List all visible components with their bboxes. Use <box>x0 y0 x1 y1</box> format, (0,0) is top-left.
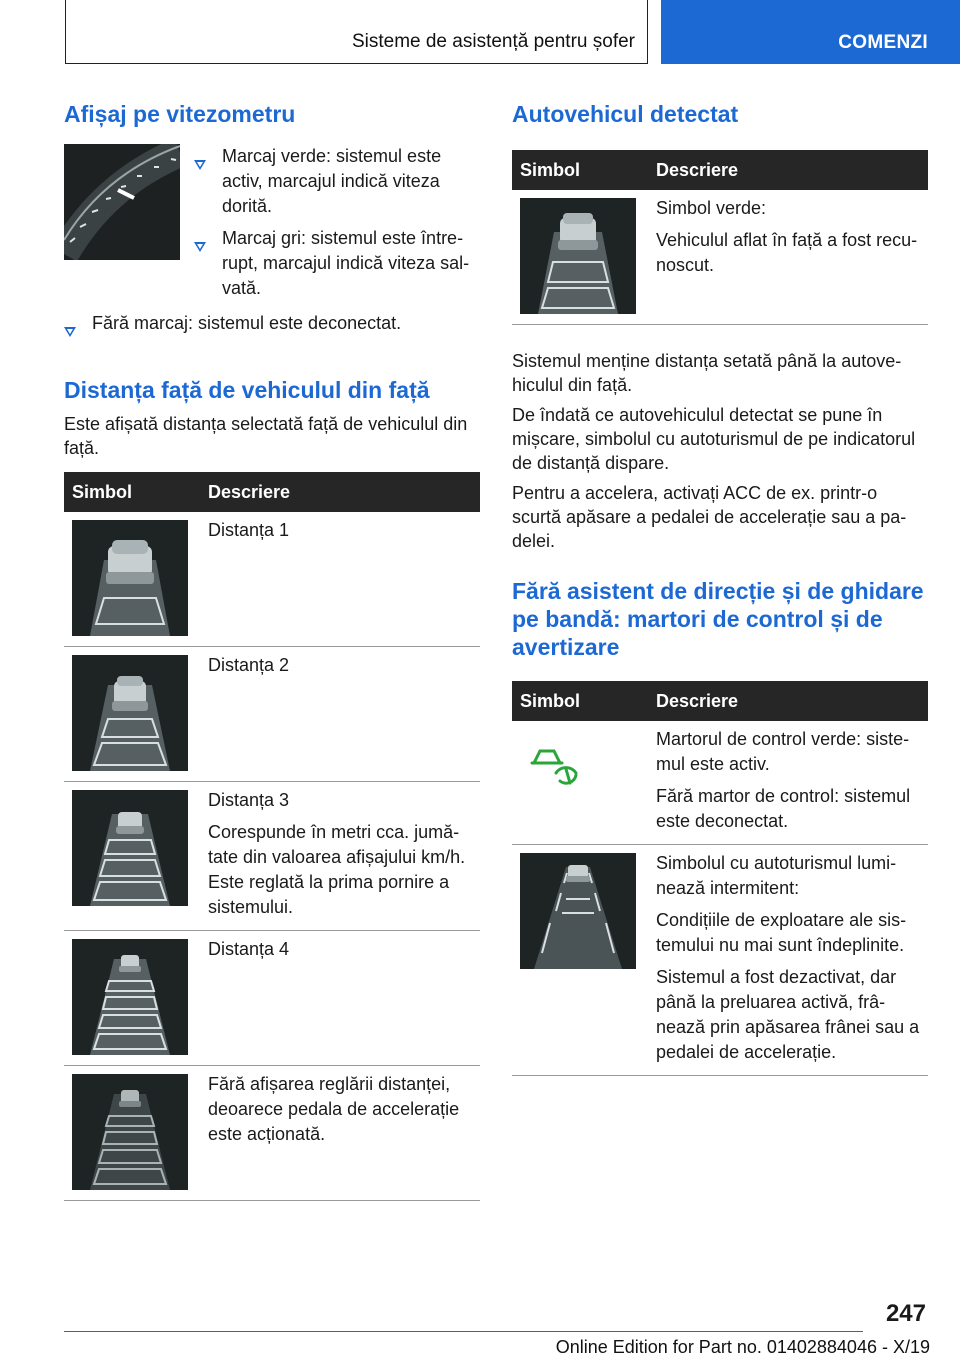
table-header-row <box>512 150 928 190</box>
footer-divider <box>64 1331 863 1332</box>
steering-assist-indicator-icon <box>520 729 636 789</box>
table-header-row <box>64 472 480 512</box>
lane-heading: Fără asistent de direcție și de ghidare pe bandă: martori de control și de avertizare <box>512 578 924 660</box>
distance-4-icon <box>72 939 188 1055</box>
row-description: Distanța 1 <box>208 520 290 540</box>
row-description: Distanța 3 <box>208 790 290 810</box>
no-distance-icon <box>72 1074 188 1190</box>
list-item: Fără marcaj: sistemul este deconectat. <box>64 311 480 344</box>
list-item: Marcaj verde: sistemul este activ, marcajul indică viteza dorită. <box>194 144 480 219</box>
table-row <box>64 512 480 647</box>
row-description: Sistemul a fost dezactivat, dar până la preluarea activă, frânează prin apăsarea frânei sau a pedalei de accelerație. <box>656 967 920 1062</box>
distance-2-icon <box>72 655 188 771</box>
row-description: Corespunde în metri cca. jumătate din valoarea afișajului km/h. Este reglată la prima pornire a sistemului. <box>208 822 466 917</box>
row-description: Fără afișarea reglării distanței, deoarece pedala de accelerație este acționată. <box>208 1074 460 1144</box>
speedo-heading: Afișaj pe vitezometru <box>64 101 296 127</box>
distance-3-icon <box>72 790 188 906</box>
detected-vehicle-icon <box>520 198 636 314</box>
row-description: Fără martor de control: sistemul este deconectat. <box>656 786 911 831</box>
row-description: Distanța 4 <box>208 939 290 959</box>
detected-table <box>512 150 928 325</box>
table-row <box>64 931 480 1066</box>
distance-intro: Este afișată distanța selectată față de vehiculul din față. <box>64 414 468 458</box>
detected-heading: Autovehicul detectat <box>512 101 739 127</box>
table-row <box>512 721 928 845</box>
col-description-header: Descriere <box>644 150 928 190</box>
col-symbol-header: Simbol <box>512 150 644 190</box>
paragraph: Pentru a accelera, activați ACC de ex. printr-o scurtă apăsare a pedalei de accelerație sau a padelei. <box>512 483 907 551</box>
footer-edition: Online Edition for Part no. 01402884046 - X/19 <box>555 1337 930 1357</box>
header-section-tab[interactable] <box>661 0 960 64</box>
table-row <box>64 1066 480 1201</box>
row-description: Simbolul cu autoturismul luminează intermitent: <box>656 853 897 898</box>
speedo-block <box>64 144 480 301</box>
row-description: Martorul de control verde: sistemul este activ. <box>656 729 910 774</box>
distance-table <box>64 472 480 1201</box>
row-description: Simbol verde: <box>656 198 767 218</box>
row-description: Distanța 2 <box>208 655 290 675</box>
col-symbol-header: Simbol <box>512 681 644 721</box>
speedometer-marker-image <box>64 144 180 260</box>
table-row <box>512 845 928 1076</box>
section-title: COMENZI <box>838 32 928 53</box>
col-symbol-header: Simbol <box>64 472 196 512</box>
left-column <box>64 100 480 1201</box>
col-description-header: Descriere <box>644 681 928 721</box>
triangle-bullet-icon <box>194 242 206 252</box>
row-description: Vehiculul aflat în față a fost recunoscut. <box>656 230 918 275</box>
table-header-row <box>512 681 928 721</box>
lane-table <box>512 681 928 1076</box>
triangle-bullet-icon <box>194 160 206 170</box>
row-description: Condițiile de exploatare ale sistemului nu mai sunt îndeplinite. <box>656 910 907 955</box>
header-chapter-box <box>65 0 648 64</box>
triangle-bullet-icon <box>64 327 76 337</box>
paragraph: De îndată ce autovehiculul detectat se pune în mișcare, simbolul cu autoturismul de pe indicatorul de distanță dispare. <box>512 405 916 473</box>
flashing-vehicle-icon <box>520 853 636 969</box>
col-description-header: Descriere <box>196 472 480 512</box>
distance-heading: Distanța față de vehiculul din față <box>64 377 430 403</box>
table-row <box>512 190 928 325</box>
chapter-title: Sisteme de asistență pentru șofer <box>351 31 635 52</box>
table-row <box>64 782 480 931</box>
distance-1-icon <box>72 520 188 636</box>
list-item: Marcaj gri: sistemul este întrerupt, marcajul indică viteza salvată. <box>194 226 480 301</box>
right-column <box>512 100 928 1076</box>
page-number: 247 <box>885 1300 926 1327</box>
table-row <box>64 647 480 782</box>
paragraph: Sistemul menține distanța setată până la autovehiculul din față. <box>512 351 902 395</box>
